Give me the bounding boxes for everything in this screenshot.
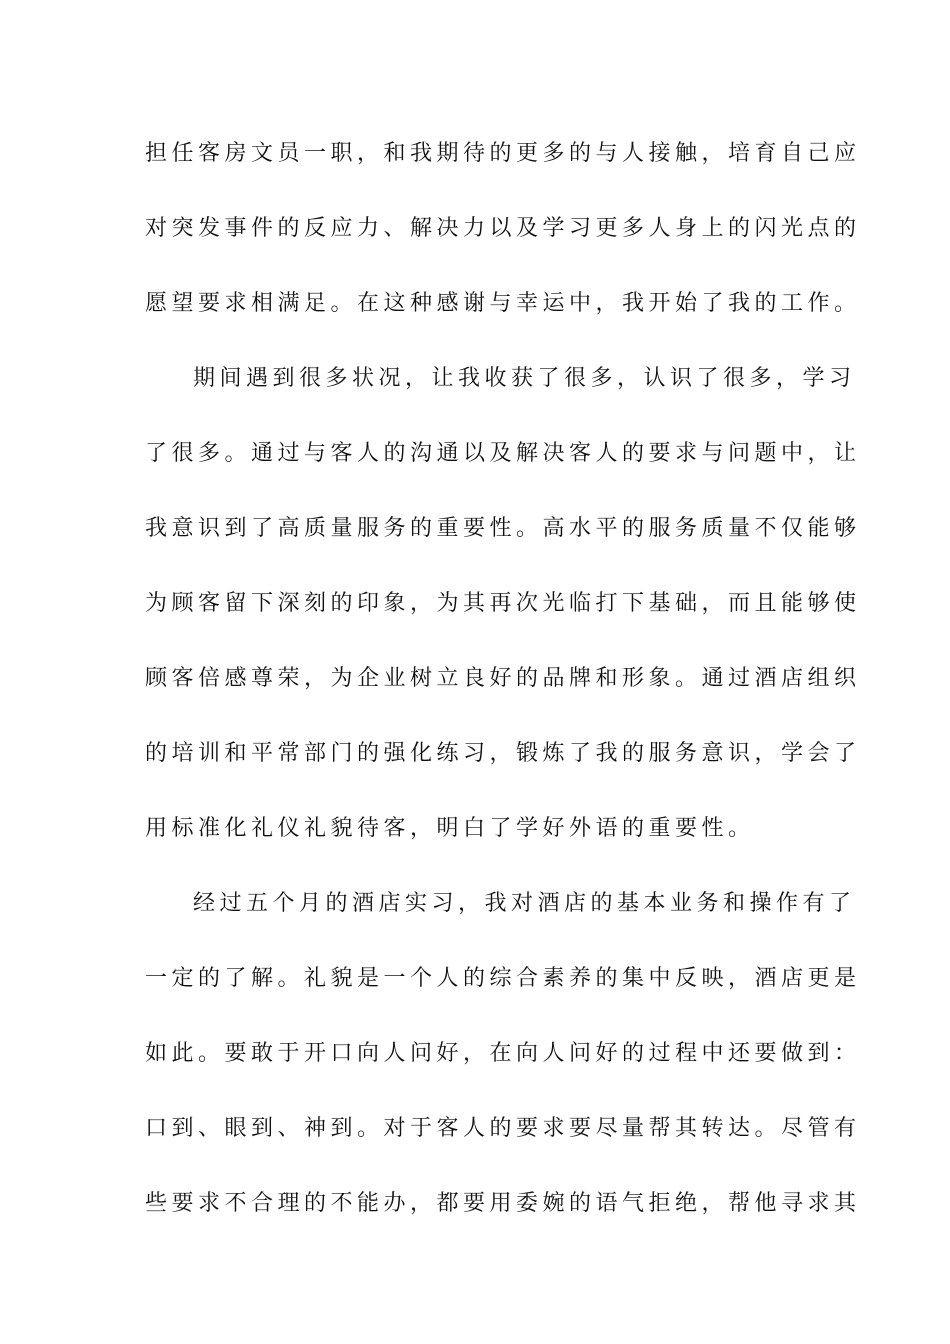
body-text xyxy=(145,128,861,1253)
text-line-11-paragraph-start: 经过五个月的酒店实习，我对酒店的基本业务和操作有了 xyxy=(193,891,856,916)
text-line-7: 为顾客留下深刻的印象，为其再次光临打下基础，而且能够使 xyxy=(145,591,861,616)
text-line-1: 担任客房文员一职，和我期待的更多的与人接触，培育自己应 xyxy=(145,141,861,166)
text-line-9: 的培训和平常部门的强化练习，锻炼了我的服务意识，学会了 xyxy=(145,741,861,766)
text-line-3: 愿望要求相满足。在这种感谢与幸运中，我开始了我的工作。 xyxy=(145,291,861,316)
text-line-8: 顾客倍感尊荣，为企业树立良好的品牌和形象。通过酒店组织 xyxy=(145,666,861,691)
text-line-5: 了很多。通过与客人的沟通以及解决客人的要求与问题中，让 xyxy=(145,441,861,466)
text-line-10: 用标准化礼仪礼貌待客，明白了学好外语的重要性。 xyxy=(145,816,755,841)
text-line-12: 一定的了解。礼貌是一个人的综合素养的集中反映，酒店更是 xyxy=(145,966,861,991)
text-line-2: 对突发事件的反应力、解决力以及学习更多人身上的闪光点的 xyxy=(145,216,861,241)
text-line-4-paragraph-start: 期间遇到很多状况，让我收获了很多，认识了很多，学习 xyxy=(193,366,856,391)
text-line-14: 口到、眼到、神到。对于客人的要求要尽量帮其转达。尽管有 xyxy=(145,1116,861,1141)
text-line-13: 如此。要敢于开口向人问好，在向人问好的过程中还要做到： xyxy=(145,1041,861,1066)
text-line-6: 我意识到了高质量服务的重要性。高水平的服务质量不仅能够 xyxy=(145,516,861,541)
text-line-15: 些要求不合理的不能办，都要用委婉的语气拒绝，帮他寻求其 xyxy=(145,1191,861,1216)
